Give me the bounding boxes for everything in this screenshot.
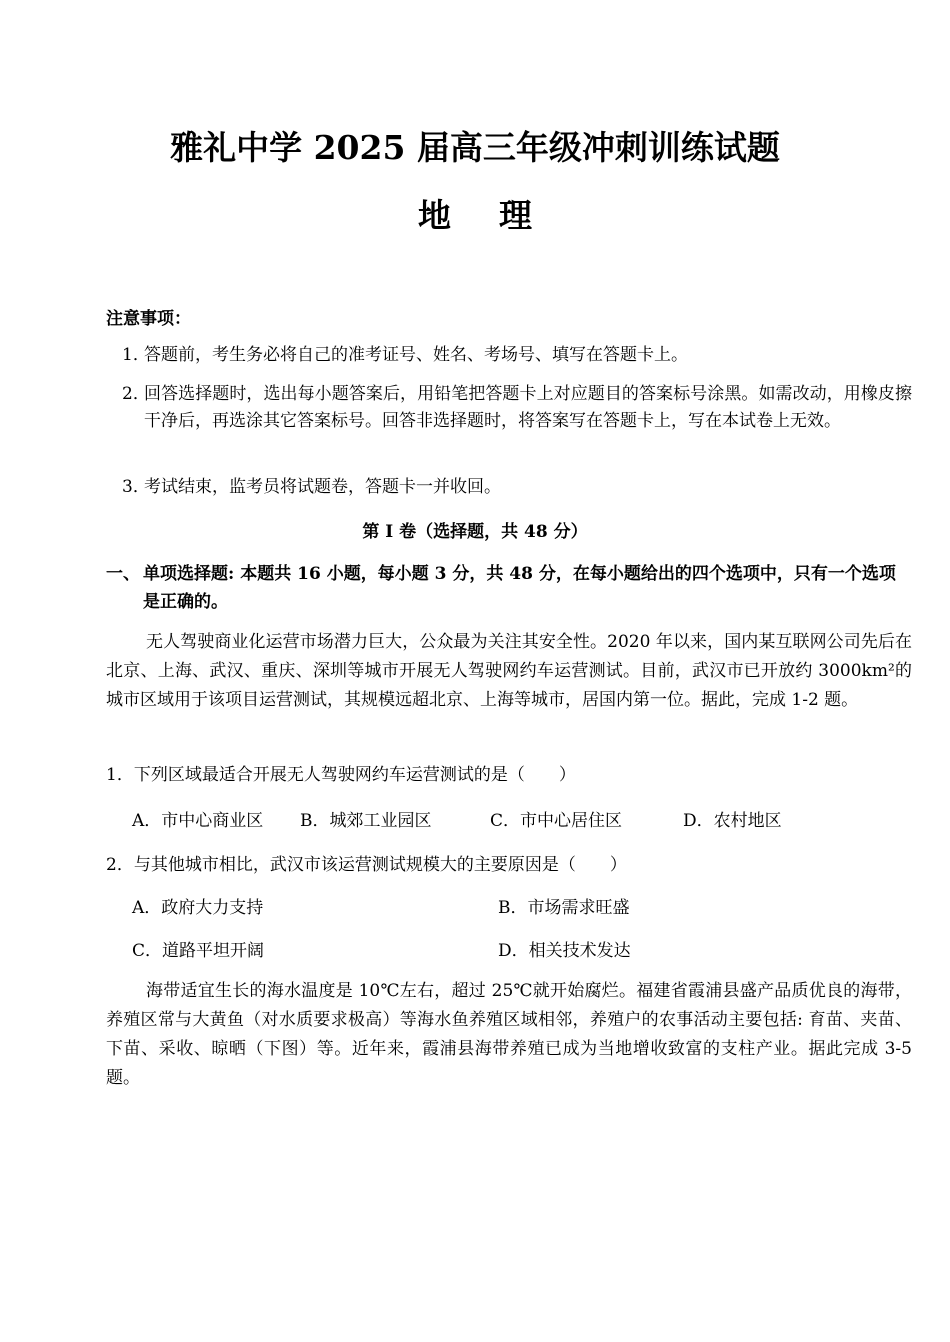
q2-option-b: B．市场需求旺盛 [498,898,630,918]
q1-option-a: A．市中心商业区 [132,811,264,831]
question-2-stem: 2．与其他城市相比，武汉市该运营测试规模大的主要原因是（ ） [106,855,627,875]
part-heading [106,560,912,616]
notice-item-3 [122,474,912,501]
passage-2: 海带适宜生长的海水温度是 10℃左右，超过 25℃就开始腐烂。福建省霞浦县盛产品质优良的海带，养殖区常与大黄鱼（对水质要求极高）等海水鱼养殖区域相邻，养殖户的农事活动主要包括: 育苗、夹苗、下苗、采收、晾晒（下图）等。近年来，霞浦县海带养殖已成为当地增收致富的支柱产业。据此完成 3-5 题。 [106,981,912,1088]
subject-char-1: 地 [418,196,451,235]
q1-option-b: B．城郊工业园区 [300,811,432,831]
passage-1: 无人驾驶商业化运营市场潜力巨大，公众最为关注其安全性。2020 年以来，国内某互联网公司先后在北京、上海、武汉、重庆、深圳等城市开展无人驾驶网约车运营测试。目前，武汉市已开放约 3000km²的城市区域用于该项目运营测试，其规模远超北京、上海等城市，居国内第一位。据此，完成 1-2 题。 [106,632,912,710]
q1-option-d: D．农村地区 [683,811,782,831]
exam-title: 雅礼中学 2025 届高三年级冲刺训练试题 [170,128,780,167]
part-number: 一、 [106,564,140,584]
notice-item-text: 考试结束，监考员将试题卷，答题卡一并收回。 [144,477,501,497]
notice-item-text: 答题前，考生务必将自己的准考证号、姓名、考场号、填写在答题卡上。 [144,345,688,365]
q2-option-d: D．相关技术发达 [498,941,631,961]
part-instructions: 单项选择题: 本题共 16 小题，每小题 3 分，共 48 分，在每小题给出的四个选项中，只有一个选项是正确的。 [143,564,896,612]
notice-item-number: 3． [122,477,150,497]
subject-char-2: 理 [499,196,532,235]
notice-item-1 [122,342,912,369]
notice-item-text: 回答选择题时，选出每小题答案后，用铅笔把答题卡上对应题目的答案标号涂黑。如需改动，用橡皮擦干净后，再选涂其它答案标号。回答非选择题时，将答案写在答题卡上，写在本试卷上无效。 [144,384,912,431]
subject-title [0,190,950,237]
question-1-stem: 1．下列区域最适合开展无人驾驶网约车运营测试的是（ ） [106,765,576,785]
section-heading: 第 I 卷（选择题，共 48 分） [362,522,588,542]
notice-item-2 [122,381,912,435]
notice-item-number: 2． [122,384,150,404]
notice-heading: 注意事项： [106,309,191,329]
q2-option-a: A．政府大力支持 [132,898,264,918]
q1-option-c: C．市中心居住区 [490,811,623,831]
q2-option-c: C．道路平坦开阔 [132,941,265,961]
notice-item-number: 1． [122,345,150,365]
